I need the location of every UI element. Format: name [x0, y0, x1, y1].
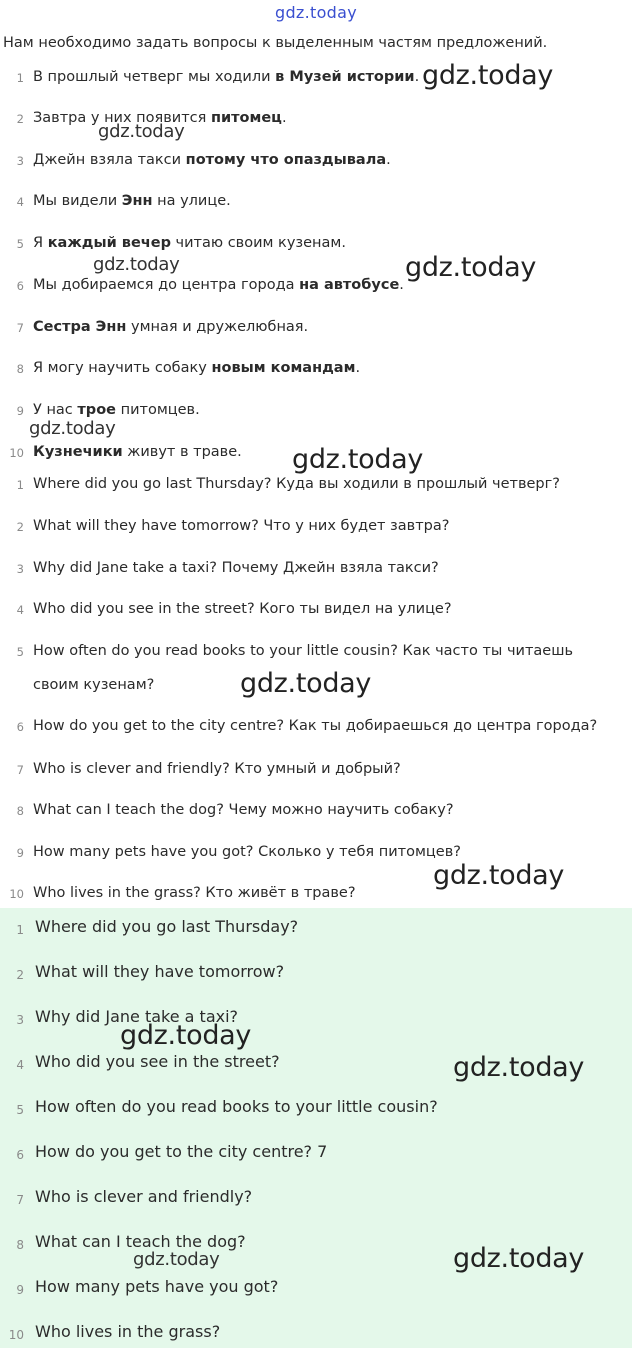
question-text: How many pets have you got? Сколько у тебя питомцев? [33, 844, 461, 860]
item-number: 7 [16, 1193, 24, 1207]
answer-text: How many pets have you got? [35, 1277, 279, 1296]
list-item [0, 558, 632, 588]
highlighted-part: Энн [121, 193, 153, 209]
text-part: питомцев. [116, 402, 200, 418]
item-number: 9 [16, 404, 24, 418]
watermark: gdz.today [405, 252, 537, 283]
site-logo: gdz.today [275, 3, 357, 22]
text-part: Мы видели [33, 193, 122, 209]
item-number: 4 [16, 195, 24, 209]
sentence-text [33, 233, 346, 253]
list-item [0, 474, 632, 504]
text-part: . [399, 277, 404, 293]
sentence-text [33, 150, 391, 170]
item-number: 9 [16, 846, 24, 860]
text-part: . [414, 69, 420, 85]
sentence-text [33, 400, 200, 420]
list-item [0, 150, 632, 180]
highlighted-part: Сестра Энн [33, 319, 127, 335]
answer-text: Why did Jane take a taxi? [35, 1007, 239, 1026]
text-part: Завтра у них появится [33, 110, 211, 126]
list-item [0, 275, 632, 305]
item-number: 5 [16, 1103, 24, 1117]
watermark: gdz.today [422, 60, 554, 91]
item-number: 2 [16, 520, 24, 534]
question-text: Who is clever and friendly? Кто умный и добрый? [33, 761, 401, 777]
item-number: 2 [16, 112, 24, 126]
text-part: В прошлый четверг мы ходили [33, 69, 276, 85]
highlighted-part: в Музей истории [275, 69, 415, 85]
answer-text: How often do you read books to your little cousin? [35, 1097, 438, 1116]
sentence-text [33, 358, 360, 378]
item-number: 10 [8, 1328, 24, 1342]
question-text: What will they have tomorrow? Что у них будет завтра? [33, 518, 450, 534]
watermark: gdz.today [98, 121, 185, 142]
list-item [0, 358, 632, 388]
answer-text: Who lives in the grass? [35, 1322, 221, 1341]
item-number: 8 [16, 804, 24, 818]
item-number: 3 [16, 154, 24, 168]
highlighted-part: новым командам [211, 360, 356, 376]
text-part: Я [33, 235, 48, 251]
question-text: Why did Jane take a taxi? Почему Джейн взяла такси? [33, 560, 439, 576]
watermark: gdz.today [453, 1243, 585, 1274]
highlighted-part: каждый вечер [47, 235, 171, 251]
list-item [0, 800, 632, 830]
list-item [0, 317, 632, 347]
text-part: Джейн взяла такси [33, 152, 186, 168]
item-number: 6 [16, 720, 24, 734]
list-item [0, 599, 632, 629]
item-number: 1 [16, 478, 24, 492]
list-item [0, 759, 632, 789]
question-text: What can I teach the dog? Чему можно научить собаку? [33, 802, 454, 818]
item-number: 7 [16, 763, 24, 777]
item-number: 7 [16, 321, 24, 335]
text-part: . [281, 110, 287, 126]
question-text: Who lives in the grass? Кто живёт в траве? [33, 885, 356, 901]
watermark: gdz.today [433, 860, 565, 891]
item-number: 6 [16, 1148, 24, 1162]
question-text: Where did you go last Thursday? Куда вы ходили в прошлый четверг? [33, 476, 560, 492]
watermark: gdz.today [120, 1020, 252, 1051]
highlighted-part: Кузнечики [33, 444, 123, 460]
item-number: 6 [16, 279, 24, 293]
text-part: . [355, 360, 361, 376]
item-number: 2 [16, 968, 24, 982]
item-number: 4 [16, 1058, 24, 1072]
highlighted-part: питомец [210, 110, 282, 126]
answer-text: Who is clever and friendly? [35, 1187, 253, 1206]
text-part: У нас [33, 402, 78, 418]
item-number: 3 [16, 562, 24, 576]
question-text: Who did you see in the street? Кого ты видел на улице? [33, 601, 452, 617]
text-part: Мы добираемся до центра города [33, 277, 300, 293]
watermark: gdz.today [133, 1249, 220, 1270]
item-number: 8 [16, 362, 24, 376]
answer-text: What will they have tomorrow? [35, 962, 285, 981]
item-number: 8 [16, 1238, 24, 1252]
item-number: 9 [16, 1283, 24, 1297]
item-number: 1 [16, 923, 24, 937]
answer-text: What can I teach the dog? [35, 1232, 246, 1251]
watermark: gdz.today [240, 668, 372, 699]
item-number: 5 [16, 645, 24, 659]
highlighted-part: трое [77, 402, 116, 418]
answer-text: How do you get to the city centre? 7 [35, 1142, 328, 1161]
answer-text: Who did you see in the street? [35, 1052, 280, 1071]
item-number: 3 [16, 1013, 24, 1027]
task-instruction: Нам необходимо задать вопросы к выделенным частям предложений. [3, 35, 548, 51]
list-item [0, 108, 632, 138]
item-number: 10 [9, 887, 24, 901]
text-part: умная и дружелюбная. [126, 319, 309, 335]
sentence-text [33, 191, 231, 211]
text-part: Я могу научить собаку [33, 360, 212, 376]
watermark: gdz.today [453, 1052, 585, 1083]
answers-block [0, 908, 632, 1348]
item-number: 10 [9, 446, 24, 460]
text-part: читаю своим кузенам. [170, 235, 346, 251]
answer-text: Where did you go last Thursday? [35, 917, 299, 936]
text-part: . [386, 152, 391, 168]
item-number: 1 [16, 71, 24, 85]
list-item [0, 191, 632, 221]
item-number: 5 [16, 237, 24, 251]
sentence-text [33, 275, 404, 295]
list-item [0, 716, 632, 746]
highlighted-part: потому что опаздывала [185, 152, 387, 168]
question-text: How often do you read books to your little cousin? Как часто ты читаешь своим кузенам? [33, 643, 574, 693]
question-text: How do you get to the city centre? Как ты добираешься до центра города? [33, 718, 598, 734]
sentence-text [33, 67, 419, 87]
item-number: 4 [16, 603, 24, 617]
watermark: gdz.today [29, 418, 116, 439]
watermark: gdz.today [292, 444, 424, 475]
highlighted-part: на автобусе [299, 277, 400, 293]
text-part: на улице. [152, 193, 231, 209]
text-part: живут в траве. [122, 444, 242, 460]
sentence-text [33, 442, 242, 462]
list-item [0, 516, 632, 546]
watermark: gdz.today [93, 254, 180, 275]
sentence-text [33, 317, 308, 337]
